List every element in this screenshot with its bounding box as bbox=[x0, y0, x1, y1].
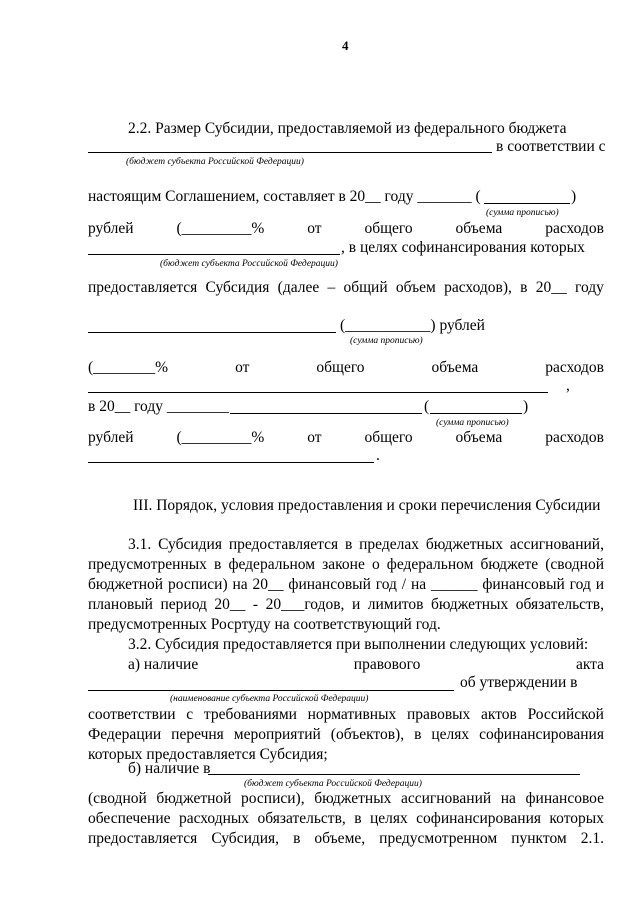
page-number: 4 bbox=[342, 38, 349, 53]
word: общий bbox=[343, 279, 388, 296]
word: и bbox=[351, 596, 361, 613]
p22-line-7-tail: (___________) рублей bbox=[340, 317, 485, 334]
word: в bbox=[354, 810, 362, 827]
word: обязательств, bbox=[515, 596, 604, 613]
p22-line-1: 2.2. Размер Субсидии, предоставляемой из федерального бюджета bbox=[128, 120, 567, 137]
blank-final-line bbox=[88, 462, 374, 463]
caption-amount-words-2: (сумма прописью) bbox=[350, 336, 423, 346]
word: бюджетных bbox=[431, 596, 509, 613]
word: правовых bbox=[406, 706, 471, 723]
p31-line-3 bbox=[88, 576, 604, 594]
word: ассигнований, bbox=[509, 536, 604, 553]
caption-subject-name: (наименование субъекта Российской Федерации) bbox=[170, 694, 369, 704]
word: объема bbox=[431, 359, 479, 376]
word: - bbox=[252, 596, 259, 613]
word: финансовый bbox=[482, 576, 565, 593]
word: в bbox=[344, 536, 353, 553]
word: (________% bbox=[88, 359, 169, 376]
word: мероприятий bbox=[233, 726, 321, 743]
word: от bbox=[307, 220, 322, 237]
word: с bbox=[186, 706, 194, 723]
word: на bbox=[500, 790, 516, 807]
word: росписи), bbox=[241, 790, 305, 807]
p22-line-3a: настоящим Соглашением, составляет в 20__ году _______ ( bbox=[88, 188, 481, 205]
word: финансовое bbox=[525, 790, 604, 807]
word: бюджете bbox=[480, 556, 539, 573]
p32-line: 3.2. Субсидия предоставляется при выполнении следующих условий: bbox=[128, 636, 589, 653]
a-line bbox=[128, 656, 604, 674]
word: бюджетных bbox=[314, 790, 392, 807]
word: бюджетных bbox=[425, 536, 504, 553]
caption-amount-words-3: (сумма прописью) bbox=[436, 418, 509, 428]
word: 2.1. bbox=[580, 830, 604, 847]
caption-budget-subject-3: (бюджет субъекта Российской Федерации) bbox=[244, 779, 422, 789]
word: предоставляется bbox=[88, 830, 198, 847]
word: в bbox=[414, 726, 422, 743]
word: финансовый bbox=[288, 576, 371, 593]
word: бюджетной bbox=[88, 576, 164, 593]
word: 20___годов, bbox=[265, 596, 345, 613]
word: от bbox=[235, 359, 250, 376]
p22-line-4 bbox=[88, 220, 604, 238]
p22-line-3b: ) bbox=[571, 188, 577, 205]
word: рублей bbox=[88, 220, 134, 237]
word: в bbox=[293, 830, 301, 847]
word: год bbox=[569, 576, 591, 593]
word: в bbox=[520, 279, 528, 296]
p31-line-5: предусмотренных Росртуду на соответствующий год. bbox=[88, 616, 441, 633]
word: Субсидия bbox=[205, 279, 270, 296]
word: федеральном bbox=[386, 556, 474, 573]
word: предоставляется bbox=[228, 536, 339, 553]
blank-amount-line bbox=[88, 332, 336, 333]
word: которых bbox=[549, 810, 604, 827]
word: объеме, bbox=[314, 830, 366, 847]
blank-budget-line bbox=[88, 152, 492, 153]
p31-line-4 bbox=[88, 596, 604, 614]
p22-line-10c: ) bbox=[523, 398, 529, 415]
word: год bbox=[375, 576, 397, 593]
caption-budget-subject-2: (бюджет субъекта Российской Федерации) bbox=[160, 259, 338, 269]
word: 20__ bbox=[214, 596, 246, 613]
b-cont-line-1 bbox=[88, 790, 604, 808]
a-cont-line-1 bbox=[88, 706, 604, 724]
word: году bbox=[574, 279, 604, 296]
word: объема bbox=[455, 220, 503, 237]
word: (объектов), bbox=[330, 726, 405, 743]
word: целях bbox=[431, 726, 470, 743]
word: лимитов bbox=[367, 596, 424, 613]
word: соответствии bbox=[88, 706, 176, 723]
word: Федерации bbox=[88, 726, 162, 743]
word: (_________% bbox=[176, 220, 265, 237]
p22-line-6 bbox=[88, 279, 604, 297]
b-cont-line-2 bbox=[88, 810, 604, 828]
p22-line-10b: ( bbox=[424, 398, 430, 415]
word: рублей bbox=[88, 429, 134, 446]
p22-line-10a: в 20__ году ________ bbox=[88, 398, 229, 415]
word: общего bbox=[316, 359, 365, 376]
blank-legal-act bbox=[88, 690, 454, 691]
word: общего bbox=[364, 429, 413, 446]
b-line: б) наличие в bbox=[128, 760, 211, 777]
word: обязательств, bbox=[257, 810, 346, 827]
word: и bbox=[595, 576, 604, 593]
blank-year-amount bbox=[230, 413, 422, 414]
blank-amount-words-1 bbox=[484, 203, 570, 204]
word: (сводной bbox=[545, 556, 604, 573]
word: в bbox=[214, 556, 222, 573]
word: (_________% bbox=[176, 429, 265, 446]
word: пределах bbox=[359, 536, 419, 553]
p31-line-2 bbox=[88, 556, 604, 574]
word: софинансирования bbox=[479, 726, 604, 743]
word: целях bbox=[369, 810, 408, 827]
word: о bbox=[371, 556, 380, 573]
blank-budget-b bbox=[208, 774, 580, 775]
word: ассигнований bbox=[400, 790, 492, 807]
word: объема bbox=[455, 429, 503, 446]
word: расходов bbox=[545, 429, 604, 446]
b-cont-line-3 bbox=[88, 830, 604, 848]
word: Российской bbox=[527, 706, 604, 723]
word: / bbox=[401, 576, 407, 593]
word: обеспечение bbox=[88, 810, 171, 827]
word: на bbox=[410, 576, 427, 593]
word: (далее bbox=[277, 279, 320, 296]
word: (сводной bbox=[88, 790, 147, 807]
word: перечня bbox=[171, 726, 224, 743]
caption-amount-words-1: (сумма прописью) bbox=[486, 208, 559, 218]
word: бюджетной bbox=[156, 790, 232, 807]
p22-line-5-tail: , в целях софинансирования которых bbox=[341, 239, 585, 256]
word: а) наличие bbox=[128, 656, 199, 673]
p31-line-1 bbox=[128, 536, 604, 554]
word: софинансирования bbox=[416, 810, 541, 827]
word: общего bbox=[364, 220, 413, 237]
word: объем bbox=[395, 279, 436, 296]
blank-long-line bbox=[88, 392, 548, 393]
word: расходов bbox=[545, 359, 604, 376]
word: 20__ bbox=[252, 576, 284, 593]
word: на bbox=[232, 576, 248, 593]
word: 20__ bbox=[535, 279, 567, 296]
word: законе bbox=[322, 556, 365, 573]
p22-line-12-tail: . bbox=[376, 447, 380, 464]
p22-line-8 bbox=[88, 359, 604, 377]
p22-line-2-tail: в соответствии с bbox=[496, 138, 606, 155]
word: нормативных bbox=[307, 706, 397, 723]
p22-line-9-tail: , bbox=[566, 377, 570, 394]
word: правового bbox=[353, 656, 421, 673]
word: Субсидия, bbox=[211, 830, 280, 847]
blank-amount-words-3 bbox=[430, 413, 522, 414]
word: пунктом bbox=[511, 830, 567, 847]
word: 3.1. bbox=[128, 536, 152, 553]
word: от bbox=[307, 429, 322, 446]
word: предусмотренных bbox=[88, 556, 207, 573]
word: актов bbox=[481, 706, 517, 723]
a-line-tail: об утверждении в bbox=[460, 674, 578, 691]
word: росписи) bbox=[167, 576, 228, 593]
word: требованиями bbox=[203, 706, 297, 723]
section-3-heading: III. Порядок, условия предоставления и сроки перечисления Субсидии bbox=[133, 497, 601, 514]
word: предусмотренном bbox=[379, 830, 498, 847]
word: ______ bbox=[430, 576, 478, 593]
word: период bbox=[160, 596, 207, 613]
word: Субсидия bbox=[158, 536, 222, 553]
word: акта bbox=[575, 656, 604, 673]
a-cont-line-2 bbox=[88, 726, 604, 744]
word: – bbox=[327, 279, 336, 296]
word: предоставляется bbox=[88, 279, 198, 296]
caption-budget-subject: (бюджет субъекта Российской Федерации) bbox=[126, 157, 304, 167]
word: федеральном bbox=[228, 556, 316, 573]
word: расходных bbox=[178, 810, 250, 827]
word: плановый bbox=[88, 596, 153, 613]
word: расходов), bbox=[444, 279, 512, 296]
word: расходов bbox=[545, 220, 604, 237]
blank-budget-line-2 bbox=[88, 254, 340, 255]
p22-line-11 bbox=[88, 429, 604, 447]
a-cont-line-3: которых предоставляется Субсидия; bbox=[88, 746, 328, 763]
